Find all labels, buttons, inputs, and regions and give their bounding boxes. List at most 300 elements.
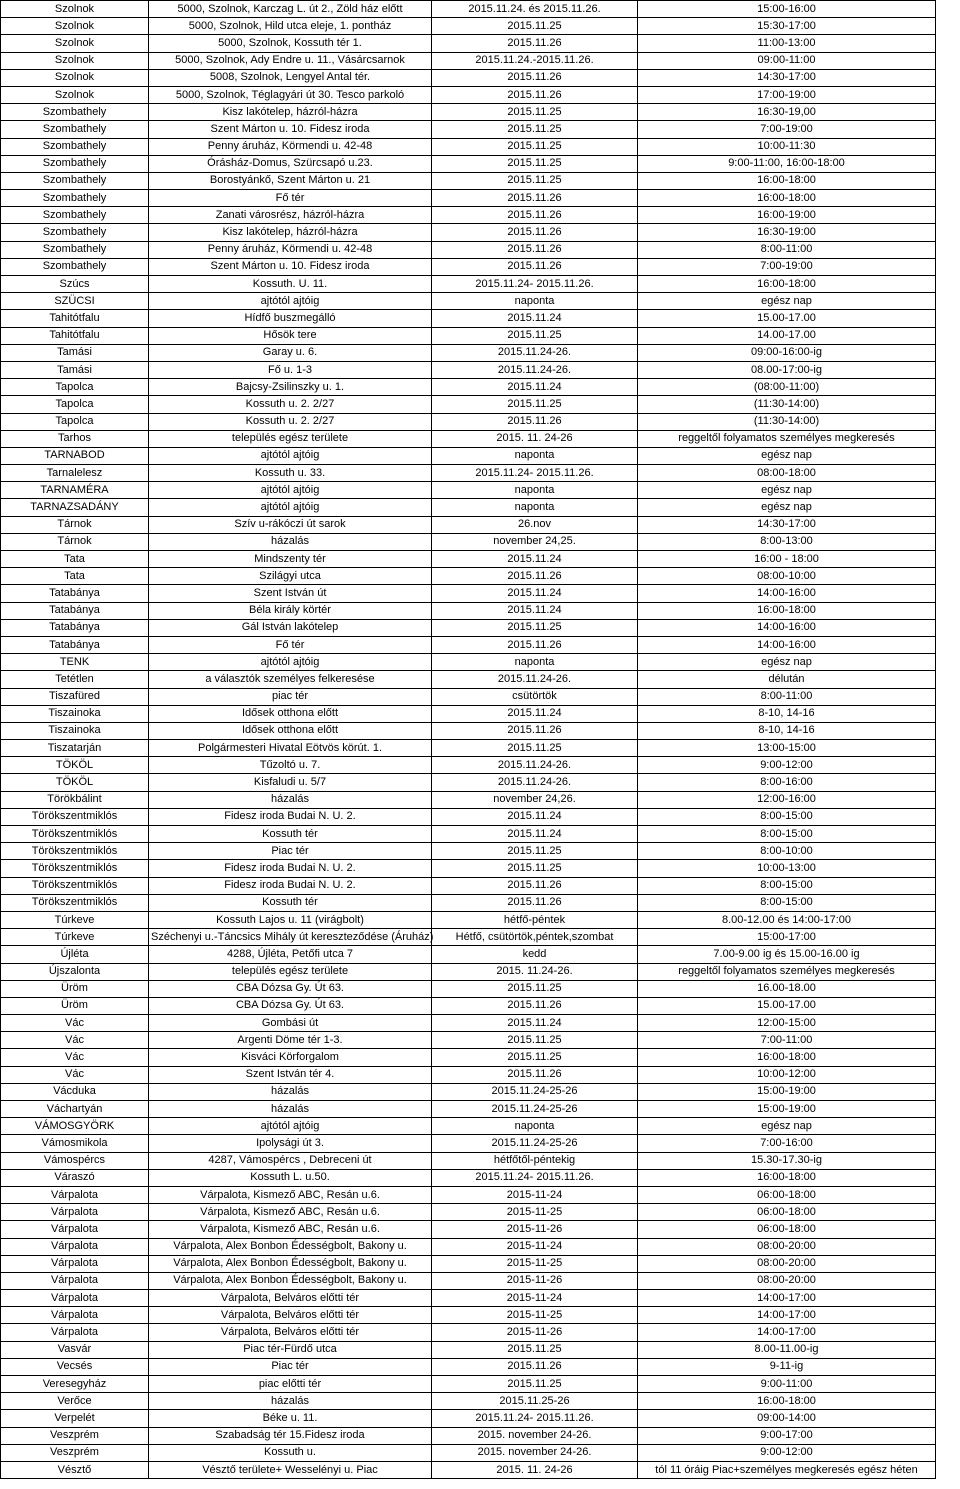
location-cell: 4287, Vámospércs , Debreceni út	[149, 1152, 432, 1169]
location-cell: házalás	[149, 1393, 432, 1410]
date-cell: 2015.11.24-26.	[432, 671, 638, 688]
table-row	[1, 1410, 936, 1427]
location-cell: Gombási út	[149, 1015, 432, 1032]
city-cell: Törökbálint	[1, 791, 149, 808]
time-cell: 06:00-18:00	[638, 1204, 936, 1221]
table-row	[1, 1118, 936, 1135]
city-cell: Vác	[1, 1032, 149, 1049]
city-cell: Vámospércs	[1, 1152, 149, 1169]
location-cell: Béke u. 11.	[149, 1410, 432, 1427]
time-cell: 11:00-13:00	[638, 35, 936, 52]
location-cell: Garay u. 6.	[149, 344, 432, 361]
time-cell: 8:00-10:00	[638, 843, 936, 860]
date-cell: 2015-11-24	[432, 1290, 638, 1307]
city-cell: Veresegyház	[1, 1376, 149, 1393]
time-cell: 10:00-11:30	[638, 138, 936, 155]
time-cell: 15:00-19:00	[638, 1083, 936, 1100]
city-cell: TÖKÖL	[1, 774, 149, 791]
date-cell: 2015.11.25	[432, 980, 638, 997]
city-cell: Tiszafüred	[1, 688, 149, 705]
date-cell: 2015.11.24	[432, 551, 638, 568]
location-cell: Fidesz iroda Budai N. U. 2.	[149, 860, 432, 877]
time-cell: reggeltől folyamatos személyes megkeresés	[638, 963, 936, 980]
date-cell: 2015.11.26	[432, 413, 638, 430]
date-cell: 2015.11.26	[432, 568, 638, 585]
time-cell: 9:00-12:00	[638, 757, 936, 774]
table-row	[1, 379, 936, 396]
time-cell: 16:00-18:00	[638, 276, 936, 293]
date-cell: 2015-11-24	[432, 1238, 638, 1255]
time-cell: 8:00-16:00	[638, 774, 936, 791]
table-row	[1, 1049, 936, 1066]
date-cell: 2015.11.24	[432, 310, 638, 327]
date-cell: 2015.11.24-25-26	[432, 1083, 638, 1100]
date-cell: 2015.11.26	[432, 636, 638, 653]
table-row	[1, 396, 936, 413]
time-cell: 14:30-17:00	[638, 69, 936, 86]
city-cell: Vésztő	[1, 1461, 149, 1478]
location-cell: Hídfő buszmegálló	[149, 310, 432, 327]
date-cell: 2015.11.26	[432, 86, 638, 103]
city-cell: Várpalota	[1, 1186, 149, 1203]
time-cell: 08:00-20:00	[638, 1238, 936, 1255]
date-cell: 2015.11.25-26	[432, 1393, 638, 1410]
table-row	[1, 1461, 936, 1478]
date-cell: 2015.11.24- 2015.11.26.	[432, 276, 638, 293]
date-cell: 2015.11.24	[432, 379, 638, 396]
location-cell: ajtótól ajtóig	[149, 499, 432, 516]
time-cell: 12:00-16:00	[638, 791, 936, 808]
date-cell: 2015-11-25	[432, 1204, 638, 1221]
city-cell: Tiszainoka	[1, 722, 149, 739]
time-cell: 15:00-17:00	[638, 929, 936, 946]
date-cell: november 24,25.	[432, 533, 638, 550]
date-cell: 2015-11-25	[432, 1307, 638, 1324]
location-cell: Szív u-rákóczi út sarok	[149, 516, 432, 533]
city-cell: Vácduka	[1, 1083, 149, 1100]
location-cell: Szent István út	[149, 585, 432, 602]
time-cell: (08:00-11:00)	[638, 379, 936, 396]
date-cell: 2015.11.26	[432, 1358, 638, 1375]
date-cell: 2015.11.25	[432, 843, 638, 860]
city-cell: Váchartyán	[1, 1101, 149, 1118]
table-row	[1, 1015, 936, 1032]
time-cell: 14:00-16:00	[638, 585, 936, 602]
location-cell: Fő u. 1-3	[149, 361, 432, 378]
date-cell: 2015.11.24-26.	[432, 344, 638, 361]
time-cell: 8:00-15:00	[638, 808, 936, 825]
city-cell: Újléta	[1, 946, 149, 963]
date-cell: november 24,26.	[432, 791, 638, 808]
table-row	[1, 482, 936, 499]
table-row	[1, 843, 936, 860]
time-cell: 8:00-13:00	[638, 533, 936, 550]
time-cell: 06:00-18:00	[638, 1221, 936, 1238]
location-cell: Várpalota, Alex Bonbon Édességbolt, Bakony u.	[149, 1255, 432, 1272]
date-cell: 2015.11.25	[432, 396, 638, 413]
date-cell: 2015.11.25	[432, 138, 638, 155]
date-cell: 2015.11.25	[432, 1376, 638, 1393]
city-cell: Vámosmikola	[1, 1135, 149, 1152]
date-cell: 2015.11.25	[432, 740, 638, 757]
time-cell: 16:00-19:00	[638, 207, 936, 224]
location-cell: Várpalota, Belváros előtti tér	[149, 1307, 432, 1324]
city-cell: Törökszentmiklós	[1, 843, 149, 860]
time-cell: délután	[638, 671, 936, 688]
city-cell: Szombathely	[1, 224, 149, 241]
time-cell: 8.00-12.00 és 14:00-17:00	[638, 911, 936, 928]
table-row	[1, 293, 936, 310]
table-row	[1, 1169, 936, 1186]
time-cell: 16:00-18:00	[638, 172, 936, 189]
location-cell: 5000, Szolnok, Kossuth tér 1.	[149, 35, 432, 52]
city-cell: Tárnok	[1, 516, 149, 533]
location-cell: Tűzoltó u. 7.	[149, 757, 432, 774]
time-cell: 14:30-17:00	[638, 516, 936, 533]
location-cell: Fidesz iroda Budai N. U. 2.	[149, 877, 432, 894]
location-cell: Béla király körtér	[149, 602, 432, 619]
city-cell: Túrkeve	[1, 929, 149, 946]
date-cell: 2015-11-26	[432, 1272, 638, 1289]
time-cell: 8:00-15:00	[638, 877, 936, 894]
date-cell: 2015.11.24	[432, 1015, 638, 1032]
location-cell: Zanati városrész, házról-házra	[149, 207, 432, 224]
date-cell: 2015.11.24-25-26	[432, 1135, 638, 1152]
location-cell: Várpalota, Belváros előtti tér	[149, 1324, 432, 1341]
table-row	[1, 619, 936, 636]
city-cell: Szolnok	[1, 1, 149, 18]
date-cell: naponta	[432, 293, 638, 310]
city-cell: Szolnok	[1, 52, 149, 69]
city-cell: TARNAMÉRA	[1, 482, 149, 499]
time-cell: 13:00-15:00	[638, 740, 936, 757]
city-cell: Túrkeve	[1, 911, 149, 928]
table-row	[1, 654, 936, 671]
city-cell: Szombathely	[1, 138, 149, 155]
table-row	[1, 327, 936, 344]
table-row	[1, 447, 936, 464]
location-cell: Szent Márton u. 10. Fidesz iroda	[149, 121, 432, 138]
table-row	[1, 1186, 936, 1203]
location-cell: Piac tér	[149, 1358, 432, 1375]
city-cell: Szombathely	[1, 241, 149, 258]
location-cell: Várpalota, Belváros előtti tér	[149, 1290, 432, 1307]
table-row	[1, 155, 936, 172]
location-cell: Argenti Döme tér 1-3.	[149, 1032, 432, 1049]
time-cell: 15:00-19:00	[638, 1101, 936, 1118]
schedule-table-body	[1, 1, 936, 1479]
date-cell: 2015.11.24- 2015.11.26.	[432, 1410, 638, 1427]
table-row	[1, 1307, 936, 1324]
location-cell: Szilágyi utca	[149, 568, 432, 585]
table-row	[1, 1324, 936, 1341]
location-cell: Széchenyi u.-Táncsics Mihály út kereszteződése (Áruház)	[149, 929, 432, 946]
city-cell: Tiszatarján	[1, 740, 149, 757]
location-cell: házalás	[149, 1101, 432, 1118]
time-cell: 15:00-16:00	[638, 1, 936, 18]
date-cell: 2015.11.26	[432, 241, 638, 258]
date-cell: 2015.11.24	[432, 826, 638, 843]
city-cell: Törökszentmiklós	[1, 860, 149, 877]
table-row	[1, 1341, 936, 1358]
time-cell: 14:00-17:00	[638, 1290, 936, 1307]
date-cell: 2015.11.26	[432, 69, 638, 86]
location-cell: CBA Dózsa Gy. Út 63.	[149, 980, 432, 997]
table-row	[1, 1272, 936, 1289]
time-cell: 09:00-14:00	[638, 1410, 936, 1427]
table-row	[1, 568, 936, 585]
city-cell: Tarhos	[1, 430, 149, 447]
time-cell: 09:00-11:00	[638, 52, 936, 69]
location-cell: 5000, Szolnok, Karczag L. út 2., Zöld ház előtt	[149, 1, 432, 18]
time-cell: egész nap	[638, 293, 936, 310]
location-cell: ajtótól ajtóig	[149, 1118, 432, 1135]
location-cell: Kossuth u. 33.	[149, 465, 432, 482]
table-row	[1, 963, 936, 980]
time-cell: 7:00-16:00	[638, 1135, 936, 1152]
table-row	[1, 705, 936, 722]
table-row	[1, 1152, 936, 1169]
location-cell: Penny áruház, Körmendi u. 42-48	[149, 138, 432, 155]
city-cell: Tarnalelesz	[1, 465, 149, 482]
date-cell: 2015.11.24	[432, 705, 638, 722]
location-cell: Kossuth tér	[149, 826, 432, 843]
date-cell: 2015.11.26	[432, 1066, 638, 1083]
time-cell: 8-10, 14-16	[638, 705, 936, 722]
table-row	[1, 104, 936, 121]
city-cell: Vác	[1, 1015, 149, 1032]
location-cell: Várpalota, Alex Bonbon Édességbolt, Bakony u.	[149, 1238, 432, 1255]
table-row	[1, 740, 936, 757]
time-cell: 08:00-20:00	[638, 1272, 936, 1289]
table-row	[1, 1444, 936, 1461]
city-cell: Tiszainoka	[1, 705, 149, 722]
table-row	[1, 791, 936, 808]
time-cell: 14:00-16:00	[638, 619, 936, 636]
time-cell: 08:00-10:00	[638, 568, 936, 585]
table-row	[1, 1427, 936, 1444]
city-cell: Tamási	[1, 344, 149, 361]
time-cell: 7:00-19:00	[638, 258, 936, 275]
table-row	[1, 860, 936, 877]
table-row	[1, 602, 936, 619]
table-row	[1, 929, 936, 946]
table-row	[1, 826, 936, 843]
time-cell: 7:00-11:00	[638, 1032, 936, 1049]
date-cell: 2015.11.24	[432, 808, 638, 825]
city-cell: TARNAZSADÁNY	[1, 499, 149, 516]
date-cell: 2015.11.25	[432, 1341, 638, 1358]
date-cell: 2015.11.26	[432, 894, 638, 911]
time-cell: (11:30-14:00)	[638, 413, 936, 430]
time-cell: 14.00-17.00	[638, 327, 936, 344]
time-cell: 8:00-11:00	[638, 688, 936, 705]
location-cell: Mindszenty tér	[149, 551, 432, 568]
city-cell: Szombathely	[1, 104, 149, 121]
location-cell: Kisz lakótelep, házról-házra	[149, 224, 432, 241]
date-cell: 2015.11.25	[432, 619, 638, 636]
table-row	[1, 413, 936, 430]
table-row	[1, 465, 936, 482]
location-cell: település egész területe	[149, 963, 432, 980]
city-cell: VÁMOSGYÖRK	[1, 1118, 149, 1135]
location-cell: a választók személyes felkeresése	[149, 671, 432, 688]
table-row	[1, 671, 936, 688]
time-cell: 14:00-16:00	[638, 636, 936, 653]
time-cell: 9:00-17:00	[638, 1427, 936, 1444]
location-cell: Vésztő területe+ Wesselényi u. Piac	[149, 1461, 432, 1478]
time-cell: 16:30-19,00	[638, 104, 936, 121]
time-cell: 12:00-15:00	[638, 1015, 936, 1032]
table-row	[1, 636, 936, 653]
table-row	[1, 877, 936, 894]
date-cell: naponta	[432, 499, 638, 516]
city-cell: SZÜCSI	[1, 293, 149, 310]
table-row	[1, 1135, 936, 1152]
time-cell: 06:00-18:00	[638, 1186, 936, 1203]
location-cell: 5000, Szolnok, Hild utca eleje, 1. pontház	[149, 18, 432, 35]
location-cell: Fő tér	[149, 636, 432, 653]
city-cell: Szúcs	[1, 276, 149, 293]
city-cell: Szolnok	[1, 35, 149, 52]
table-row	[1, 911, 936, 928]
location-cell: Idősek otthona előtt	[149, 705, 432, 722]
location-cell: Kossuth u. 2. 2/27	[149, 396, 432, 413]
location-cell: 5008, Szolnok, Lengyel Antal tér.	[149, 69, 432, 86]
date-cell: 2015.11.25	[432, 860, 638, 877]
location-cell: Szent Márton u. 10. Fidesz iroda	[149, 258, 432, 275]
city-cell: Szolnok	[1, 18, 149, 35]
location-cell: házalás	[149, 1083, 432, 1100]
city-cell: Szombathely	[1, 190, 149, 207]
time-cell: 08.00-17:00-ig	[638, 361, 936, 378]
table-row	[1, 35, 936, 52]
table-row	[1, 499, 936, 516]
table-row	[1, 86, 936, 103]
location-cell: Bajcsy-Zsilinszky u. 1.	[149, 379, 432, 396]
city-cell: Várpalota	[1, 1221, 149, 1238]
date-cell: 2015.11.26	[432, 224, 638, 241]
date-cell: kedd	[432, 946, 638, 963]
location-cell: Kossuth Lajos u. 11 (virágbolt)	[149, 911, 432, 928]
location-cell: Kossuth u.	[149, 1444, 432, 1461]
city-cell: Tapolca	[1, 413, 149, 430]
time-cell: reggeltől folyamatos személyes megkeresés	[638, 430, 936, 447]
city-cell: Verőce	[1, 1393, 149, 1410]
date-cell: 2015.11.24-25-26	[432, 1101, 638, 1118]
table-row	[1, 1221, 936, 1238]
time-cell: 16:30-19:00	[638, 224, 936, 241]
location-cell: házalás	[149, 791, 432, 808]
city-cell: Szombathely	[1, 258, 149, 275]
date-cell: 2015. 11. 24-26	[432, 1461, 638, 1478]
time-cell: 9-11-ig	[638, 1358, 936, 1375]
table-row	[1, 1083, 936, 1100]
time-cell: 16.00-18.00	[638, 980, 936, 997]
date-cell: 2015.11.25	[432, 104, 638, 121]
location-cell: 4288, Újléta, Petőfi utca 7	[149, 946, 432, 963]
city-cell: Törökszentmiklós	[1, 808, 149, 825]
time-cell: 10:00-12:00	[638, 1066, 936, 1083]
date-cell: 2015.11.24	[432, 602, 638, 619]
date-cell: 2015-11-26	[432, 1324, 638, 1341]
date-cell: 2015.11.25	[432, 1032, 638, 1049]
table-row	[1, 430, 936, 447]
date-cell: 2015.11.24	[432, 585, 638, 602]
time-cell: 16:00-18:00	[638, 1169, 936, 1186]
time-cell: 16:00 - 18:00	[638, 551, 936, 568]
date-cell: 2015. november 24-26.	[432, 1444, 638, 1461]
date-cell: hétfő-péntek	[432, 911, 638, 928]
date-cell: 2015.11.26	[432, 877, 638, 894]
table-row	[1, 774, 936, 791]
city-cell: Szombathely	[1, 207, 149, 224]
location-cell: Ipolysági út 3.	[149, 1135, 432, 1152]
table-row	[1, 1066, 936, 1083]
location-cell: CBA Dózsa Gy. Út 63.	[149, 997, 432, 1014]
table-row	[1, 688, 936, 705]
time-cell: 9:00-12:00	[638, 1444, 936, 1461]
time-cell: 16:00-18:00	[638, 190, 936, 207]
table-row	[1, 1238, 936, 1255]
city-cell: Veszprém	[1, 1427, 149, 1444]
location-cell: település egész területe	[149, 430, 432, 447]
city-cell: Tetétlen	[1, 671, 149, 688]
date-cell: 2015.11.24-26.	[432, 774, 638, 791]
time-cell: 15.30-17.30-ig	[638, 1152, 936, 1169]
location-cell: Hősök tere	[149, 327, 432, 344]
date-cell: 2015.11.24-26.	[432, 757, 638, 774]
table-row	[1, 533, 936, 550]
time-cell: egész nap	[638, 1118, 936, 1135]
city-cell: Tatabánya	[1, 636, 149, 653]
location-cell: Kossuth L. u.50.	[149, 1169, 432, 1186]
city-cell: Vasvár	[1, 1341, 149, 1358]
location-cell: Várpalota, Kismező ABC, Resán u.6.	[149, 1221, 432, 1238]
table-row	[1, 190, 936, 207]
time-cell: 08:00-18:00	[638, 465, 936, 482]
date-cell: 2015.11.24-26.	[432, 361, 638, 378]
table-row	[1, 1358, 936, 1375]
city-cell: Vác	[1, 1066, 149, 1083]
date-cell: naponta	[432, 1118, 638, 1135]
city-cell: Tapolca	[1, 396, 149, 413]
time-cell: 7.00-9.00 ig és 15.00-16.00 ig	[638, 946, 936, 963]
location-cell: Kisváci Körforgalom	[149, 1049, 432, 1066]
time-cell: 15.00-17.00	[638, 310, 936, 327]
table-row	[1, 808, 936, 825]
table-row	[1, 757, 936, 774]
table-row	[1, 722, 936, 739]
location-cell: Kossuth. U. 11.	[149, 276, 432, 293]
table-row	[1, 361, 936, 378]
city-cell: Szombathely	[1, 172, 149, 189]
table-row	[1, 18, 936, 35]
date-cell: 2015-11-25	[432, 1255, 638, 1272]
city-cell: Várpalota	[1, 1272, 149, 1289]
location-cell: Gál István lakótelep	[149, 619, 432, 636]
table-row	[1, 1204, 936, 1221]
table-row	[1, 344, 936, 361]
location-cell: Szent István tér 4.	[149, 1066, 432, 1083]
time-cell: tól 11 óráig Piac+személyes megkeresés egész héten	[638, 1461, 936, 1478]
table-row	[1, 1376, 936, 1393]
table-row	[1, 1032, 936, 1049]
location-cell: házalás	[149, 533, 432, 550]
date-cell: 26.nov	[432, 516, 638, 533]
city-cell: Tatabánya	[1, 602, 149, 619]
location-cell: Fő tér	[149, 190, 432, 207]
